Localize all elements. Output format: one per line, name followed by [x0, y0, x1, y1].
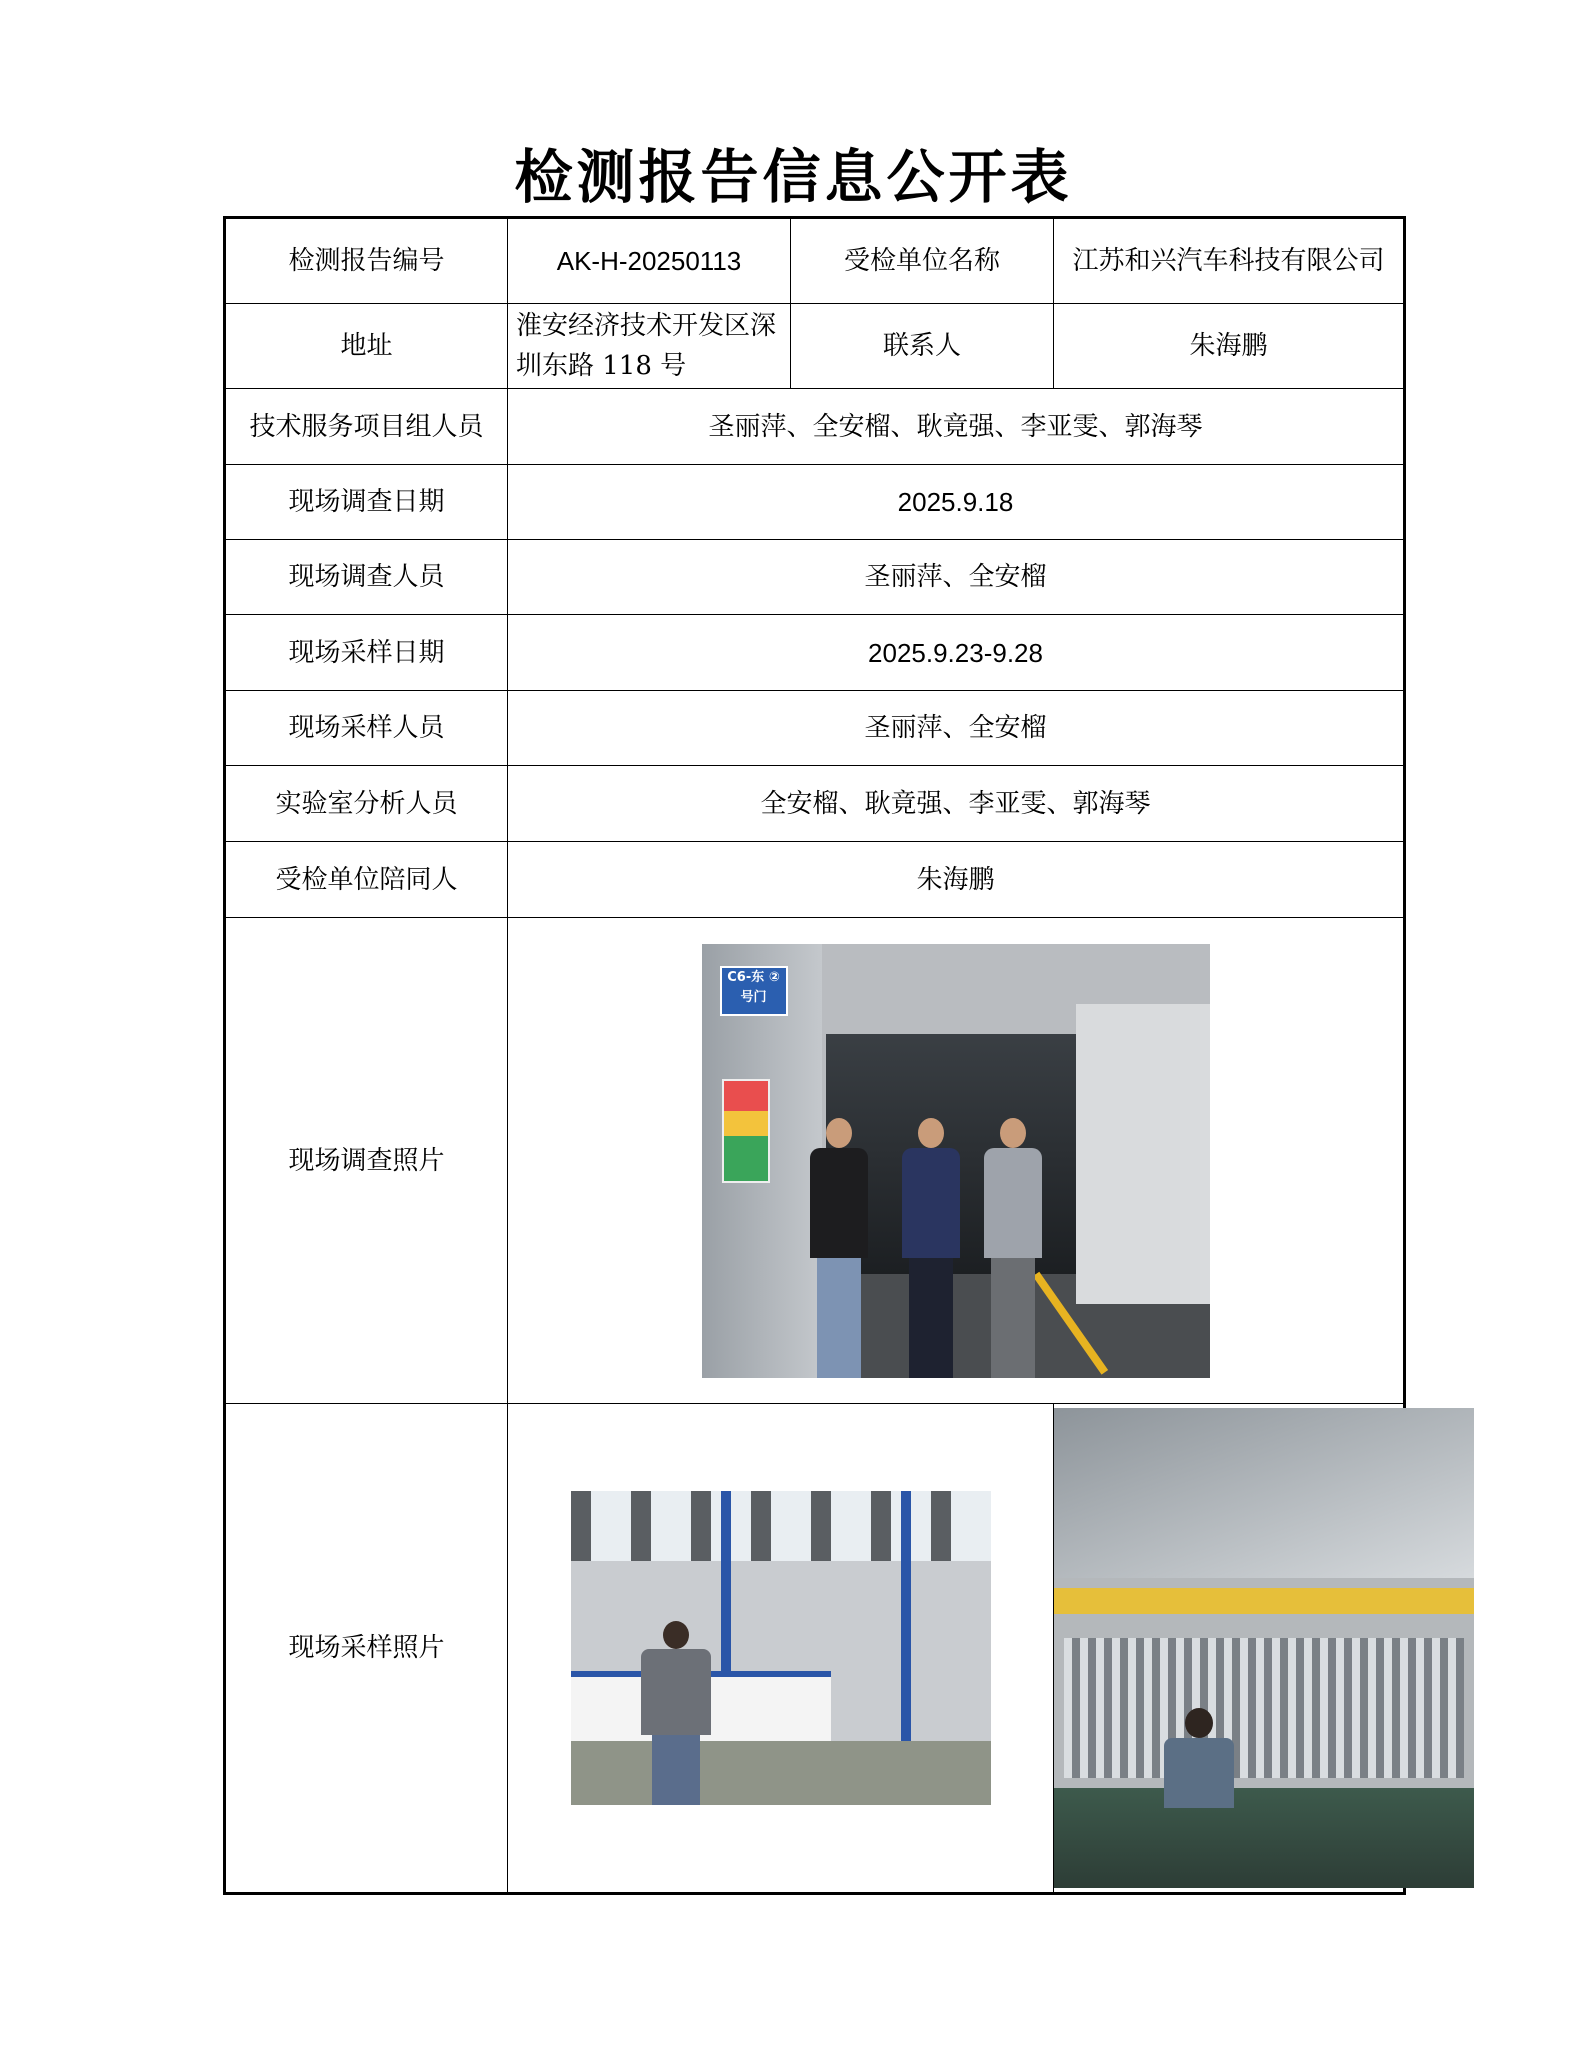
table-row — [225, 304, 1405, 389]
table-row — [225, 615, 1405, 691]
address-value: 淮安经济技术开发区深圳东路 118 号 — [508, 304, 791, 389]
sampling-photo-cell-2 — [1054, 1404, 1405, 1894]
person-1 — [810, 1118, 868, 1378]
person-2 — [902, 1118, 960, 1378]
table-row — [225, 918, 1405, 1404]
report-no-value: AK-H-20250113 — [508, 218, 791, 304]
parts-rack — [1064, 1638, 1464, 1778]
lab-staff-label: 实验室分析人员 — [225, 766, 508, 842]
table-row — [225, 1404, 1405, 1894]
sampling-staff-value: 圣丽萍、全安榴 — [508, 691, 1405, 766]
table-row — [225, 691, 1405, 766]
table-row — [225, 465, 1405, 540]
table-row — [225, 842, 1405, 918]
survey-date-label: 现场调查日期 — [225, 465, 508, 540]
address-label: 地址 — [225, 304, 508, 389]
person-3 — [984, 1118, 1042, 1378]
survey-photo-cell — [508, 918, 1405, 1404]
table-row — [225, 218, 1405, 304]
table-row — [225, 540, 1405, 615]
report-no-label: 检测报告编号 — [225, 218, 508, 304]
sampling-photo-label: 现场采样照片 — [225, 1404, 508, 1894]
sampling-date-value: 2025.9.23-9.28 — [508, 615, 1405, 691]
worker — [641, 1621, 711, 1805]
table-row — [225, 766, 1405, 842]
worker — [1164, 1708, 1234, 1808]
yellow-beam — [1054, 1588, 1474, 1614]
team-value: 圣丽萍、全安榴、耿竟强、李亚雯、郭海琴 — [508, 389, 1405, 465]
sampling-staff-label: 现场采样人员 — [225, 691, 508, 766]
contact-value: 朱海鹏 — [1054, 304, 1405, 389]
survey-staff-label: 现场调查人员 — [225, 540, 508, 615]
gate-sign: C6-东 ②号门 — [720, 966, 788, 1016]
team-label: 技术服务项目组人员 — [225, 389, 508, 465]
sampling-photo-1 — [571, 1491, 991, 1805]
lab-staff-value: 全安榴、耿竟强、李亚雯、郭海琴 — [508, 766, 1405, 842]
unit-name-label: 受检单位名称 — [791, 218, 1054, 304]
report-table — [223, 216, 1406, 1895]
conveyor — [1054, 1788, 1474, 1888]
escort-label: 受检单位陪同人 — [225, 842, 508, 918]
ceiling-lights — [571, 1491, 991, 1561]
survey-date-value: 2025.9.18 — [508, 465, 1405, 540]
contact-label: 联系人 — [791, 304, 1054, 389]
escort-value: 朱海鹏 — [508, 842, 1405, 918]
sampling-photo-cell-1 — [508, 1404, 1054, 1894]
right-wall — [1076, 1004, 1210, 1304]
sampling-photo-2 — [1054, 1408, 1474, 1888]
sampling-date-label: 现场采样日期 — [225, 615, 508, 691]
floor — [571, 1741, 991, 1805]
safety-notice-board — [722, 1079, 770, 1183]
survey-photo — [702, 944, 1210, 1378]
survey-photo-label: 现场调查照片 — [225, 918, 508, 1404]
unit-name-value: 江苏和兴汽车科技有限公司 — [1054, 218, 1405, 304]
ceiling — [1054, 1408, 1474, 1578]
table-row — [225, 389, 1405, 465]
survey-staff-value: 圣丽萍、全安榴 — [508, 540, 1405, 615]
page-title: 检测报告信息公开表 — [514, 143, 1073, 211]
